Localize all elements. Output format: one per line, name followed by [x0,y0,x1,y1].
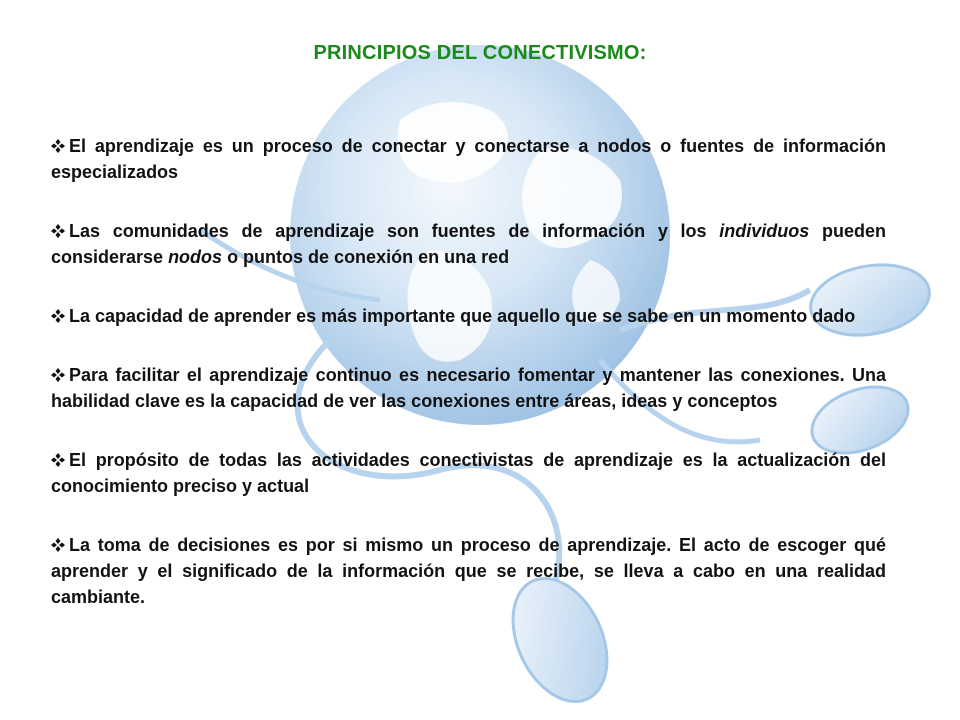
bullet-item [51,303,886,329]
four-diamond-bullet-icon [51,453,65,467]
four-diamond-bullet-icon [51,538,65,552]
four-diamond-bullet-icon [51,224,65,238]
four-diamond-bullet-icon [51,368,65,382]
bullet-item [51,447,886,499]
four-diamond-bullet-icon [51,309,65,323]
bullet-item [51,362,886,414]
bullet-text: o puntos de conexión en una red [222,247,510,267]
emphasis-nodos: nodos [168,247,223,267]
bullet-text: La toma de decisiones es por si mismo un proceso de aprendizaje. El acto de escoger qué aprender y el significado de la información que se recibe, se lleva a cabo en una realidad cambiante. [51,535,886,607]
four-diamond-bullet-icon [51,139,65,153]
bullet-list [51,133,886,610]
bullet-text: El aprendizaje es un proceso de conectar y conectarse a nodos o fuentes de información especializados [51,136,886,182]
slide-title: PRINCIPIOS DEL CONECTIVISMO: [313,42,647,64]
bullet-item [51,133,886,185]
bullet-text: La capacidad de aprender es más importante que aquello que se sabe en un momento dado [69,306,856,326]
emphasis-individuos: individuos [719,221,810,241]
bullet-item [51,532,886,610]
bullet-text: Las comunidades de aprendizaje son fuentes de información y los [69,221,720,241]
bullet-item [51,218,886,270]
bullet-text: pueden considerarse [51,221,886,267]
bullet-text: El propósito de todas las actividades conectivistas de aprendizaje es la actualización del conocimiento preciso y actual [51,450,886,496]
bullet-text: Para facilitar el aprendizaje continuo es necesario fomentar y mantener las conexiones. Una habilidad clave es la capacidad de ver las conexiones entre áreas, ideas y conceptos [51,365,886,411]
